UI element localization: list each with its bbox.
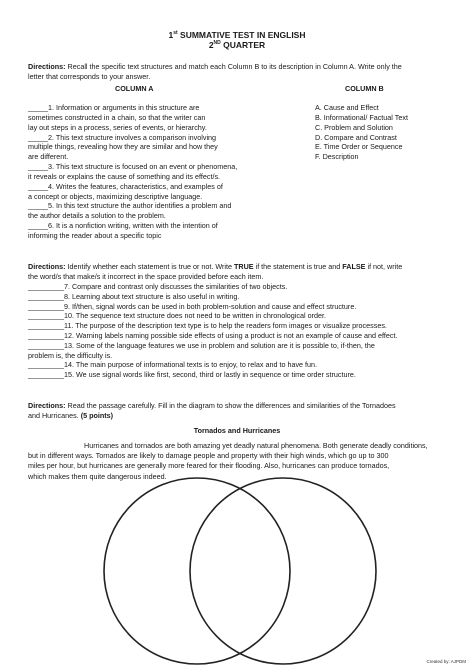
true-false-item: problem is, the difficulty is. <box>28 350 113 360</box>
column-b-option: E. Time Order or Sequence <box>315 142 403 152</box>
column-a-line: _____1. Information or arguments in this structure are <box>28 103 200 112</box>
column-a-line: informing the reader about a specific topic <box>28 230 162 240</box>
column-a-line: multiple things, revealing how they are similar and how they <box>28 142 218 152</box>
passage-line: miles per hour, but hurricanes are generally more feared for their flooding. Also, hurricanes can produce tornados, <box>28 461 390 471</box>
passage-line: Hurricanes and tornados are both amazing yet deadly natural phenomena. Both generate deadly conditions, <box>84 441 428 450</box>
column-b-option: D. Compare and Contrast <box>315 132 397 142</box>
column-b-option: B. Informational/ Factual Text <box>315 112 408 122</box>
true-false-item: _________14. The main purpose of informational texts is to enjoy, to relax and to have fun. <box>28 360 318 370</box>
true-false-item: _________11. The purpose of the description text type is to help the readers form images or visualize processes. <box>28 321 387 331</box>
column-a-title: COLUMN A <box>115 84 154 93</box>
column-b-title: COLUMN B <box>345 84 384 93</box>
credit-text: Created by: AJPDM <box>426 659 466 664</box>
column-a-line: _____3. This text structure is focused on an event or phenomena, <box>28 162 238 172</box>
column-a-line: the author details a solution to the problem. <box>28 211 166 221</box>
passage-title: Tornados and Hurricanes <box>193 426 281 435</box>
matching-directions: Directions: Recall the specific text structures and match each Column B to its description in Column A. Write only the letter that corresponds to your answer. <box>28 62 402 81</box>
column-a-line: it reveals or explains the cause of something and its effect/s. <box>28 171 221 181</box>
quarter-title: 2ND QUARTER <box>208 39 266 50</box>
true-false-directions: Directions: Identify whether each statement is true or not. Write TRUE if the statement is true and FALSE if not, write the word/s that make/s it incorrect in the space provided before each item. <box>28 262 403 281</box>
column-b-option: C. Problem and Solution <box>315 122 393 132</box>
passage-line: which makes them quite dangerous indeed. <box>28 471 167 481</box>
true-false-item: _________12. Warning labels naming possible side effects of using a product is not an example of cause and effect. <box>28 330 398 340</box>
column-a-line: _____6. It is a nonfiction writing, written with the intention of <box>28 221 218 231</box>
venn-circle-left[interactable] <box>104 478 290 664</box>
column-a-line: sometimes constructed in a chain, so that the writer can <box>28 112 206 122</box>
column-b-option: F. Description <box>315 152 359 162</box>
venn-circle-right[interactable] <box>190 478 376 664</box>
column-a-line: _____5. In this text structure the author identifies a problem and <box>28 201 232 211</box>
venn-directions: Directions: Read the passage carefully. Fill in the diagram to show the differences and similarities of the Tornadoes and Hurricanes. (5 points) <box>28 401 396 420</box>
true-false-item: _________7. Compare and contrast only discusses the similarities of two objects. <box>28 282 288 291</box>
column-a-line: are different. <box>28 152 69 162</box>
passage-line: but in different ways. Tornados are likely to damage people and property with their high winds, which go up to 300 <box>28 451 389 461</box>
column-a-line: lay out steps in a process, series of events, or hierarchy. <box>28 122 207 132</box>
true-false-item: _________9. If/then, signal words can be used in both problem-solution and cause and effect structure. <box>28 301 357 311</box>
test-title: 1st SUMMATIVE TEST IN ENGLISH <box>168 29 306 40</box>
column-a-line: a concept or objects, maximizing descriptive language. <box>28 191 203 201</box>
column-a-line: _____2. This text structure involves a comparison involving <box>28 132 217 142</box>
true-false-item: _________8. Learning about text structure is also useful in writing. <box>28 291 240 301</box>
column-b-option: A. Cause and Effect <box>315 103 379 112</box>
true-false-item: _________10. The sequence text structure does not need to be written in chronological order. <box>28 311 326 321</box>
column-a-line: _____4. Writes the features, characteristics, and examples of <box>28 181 223 191</box>
true-false-item: _________15. We use signal words like first, second, third or lastly in sequence or time order structure. <box>28 370 356 380</box>
true-false-item: _________13. Some of the language features we use in problem and solution are it is possible to, if-then, the <box>28 340 375 350</box>
